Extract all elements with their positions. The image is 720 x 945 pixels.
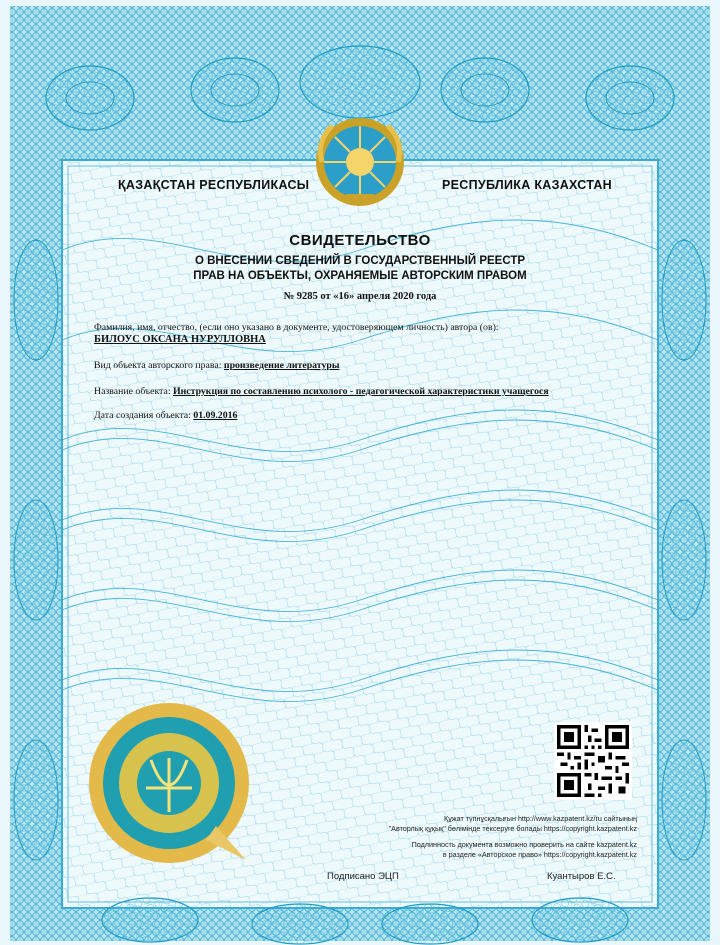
document-title: СВИДЕТЕЛЬСТВО xyxy=(289,232,431,249)
subtitle-line-2: ПРАВ НА ОБЪЕКТЫ, ОХРАНЯЕМЫЕ АВТОРСКИМ ПРАВОМ xyxy=(193,270,527,282)
creation-date-value: 01.09.2016 xyxy=(193,410,238,421)
verification-note-kz-line-2: "Авторлық құқық" бөлімінде тексеруге болады https://copyright.kazpatent.kz xyxy=(388,823,637,833)
object-name-value: Инструкция по составлению психолого - педагогической характеристики учащегося xyxy=(173,386,549,397)
object-kind-label: Вид объекта авторского права: xyxy=(94,360,222,371)
header-right-ru: РЕСПУБЛИКА КАЗАХСТАН xyxy=(442,178,613,192)
qr-code-icon[interactable] xyxy=(554,722,632,800)
state-emblem-icon xyxy=(312,112,408,212)
creation-date-row xyxy=(94,410,237,421)
author-label: Фамилия, имя, отчество, (если оно указано в документе, удостоверяющем личность) автора (ов): xyxy=(94,322,499,333)
object-name-row xyxy=(94,386,549,397)
verification-note-ru-line-1: Подлинность документа возможно проверить на сайте kazpatent.kz xyxy=(411,840,637,849)
verification-note-ru xyxy=(340,840,637,859)
subtitle-line-1: О ВНЕСЕНИИ СВЕДЕНИЙ В ГОСУДАРСТВЕННЫЙ РЕЕСТР xyxy=(194,255,526,267)
object-kind-value: произведение литературы xyxy=(223,360,340,371)
header-left-kz: ҚАЗАҚСТАН РЕСПУБЛИКАСЫ xyxy=(118,178,310,192)
object-name-label: Название объекта: xyxy=(94,386,171,397)
object-kind-row xyxy=(94,360,339,371)
verification-note-kz xyxy=(340,814,637,833)
verification-note-kz-line-1: Құжат түпнұсқалығын http://www.kazpatent.kz/ru сайтының xyxy=(444,814,637,823)
verification-note-ru-line-2: в разделе «Авторское право» https://copyright.kazpatent.kz xyxy=(442,849,637,859)
institute-seal-icon xyxy=(86,700,252,866)
certificate-number: № 9285 от «16» апреля 2020 года xyxy=(283,291,437,302)
creation-date-label: Дата создания объекта: xyxy=(94,410,191,421)
signer-name: Куантыров Е.С. xyxy=(547,871,616,882)
signed-label: Подписано ЭЦП xyxy=(327,871,399,882)
author-value: БИЛОУС ОКСАНА НУРУЛЛОВНА xyxy=(94,334,266,345)
